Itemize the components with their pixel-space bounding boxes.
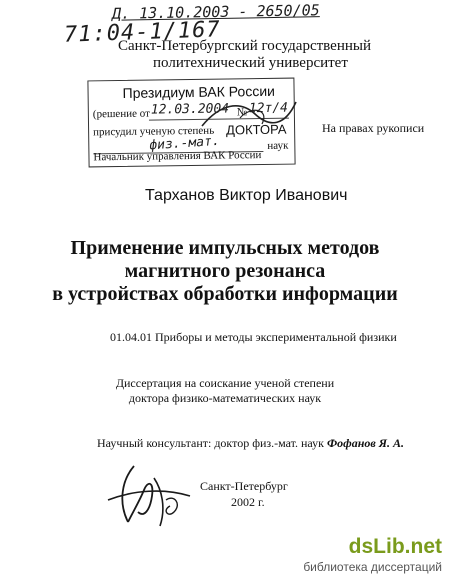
stamp-decision-label: (решение от	[92, 107, 150, 121]
author-name: Тарханов Виктор Иванович	[145, 187, 348, 204]
dissertation-title-line-1: Применение импульсных методов	[70, 237, 380, 259]
consultant-name: Фофанов Я. А.	[326, 436, 405, 450]
consultant	[97, 436, 404, 451]
degree-line-1: Диссертация на соискание ученой степени	[115, 376, 335, 390]
stamp-signature-scribble	[200, 96, 300, 136]
watermark-brand: dsLib.net	[348, 535, 442, 558]
year: 2002 г.	[231, 495, 265, 509]
specialty-code: 01.04.01 Приборы и методы экспериментальной физики	[110, 330, 397, 344]
handwritten-catalog-number: 71:04-1/167	[63, 17, 222, 48]
handwritten-registration: Д. 13.10.2003 - 2650/05	[111, 1, 320, 23]
stamp-decision-date: 12.03.2004	[150, 101, 230, 118]
stamp-decision-no: 12т/4	[248, 100, 289, 117]
stamp-title: Президиум ВАК России	[122, 82, 276, 101]
stamp-decision-no-label: №	[236, 106, 248, 119]
author-signature	[104, 460, 196, 532]
consultant-label: Научный консультант: доктор физ.-мат. наук	[97, 436, 324, 450]
degree-line-2: доктора физико-математических наук	[128, 391, 322, 405]
stamp-science-label: наук	[267, 139, 289, 152]
stamp-awarded-label: присудил ученую степень	[93, 124, 215, 139]
manuscript-rights-label: На правах рукописи	[322, 121, 425, 135]
stamp-head-label: Начальник управления ВАК России	[93, 149, 262, 164]
place: Санкт-Петербург	[200, 479, 288, 493]
stamp-awarded-degree: ДОКТОРА	[226, 121, 287, 138]
stamp-science-value: физ.-мат.	[148, 133, 221, 154]
watermark-tagline: библиотека диссертаций	[303, 560, 442, 574]
university-line-2: политехнический университет	[153, 55, 348, 71]
watermark	[300, 533, 450, 578]
dissertation-title-line-3: в устройствах обработки информации	[52, 283, 398, 305]
university-line-1: Санкт-Петербургский государственный	[118, 38, 371, 54]
dissertation-title-line-2: магнитного резонанса	[124, 260, 326, 282]
